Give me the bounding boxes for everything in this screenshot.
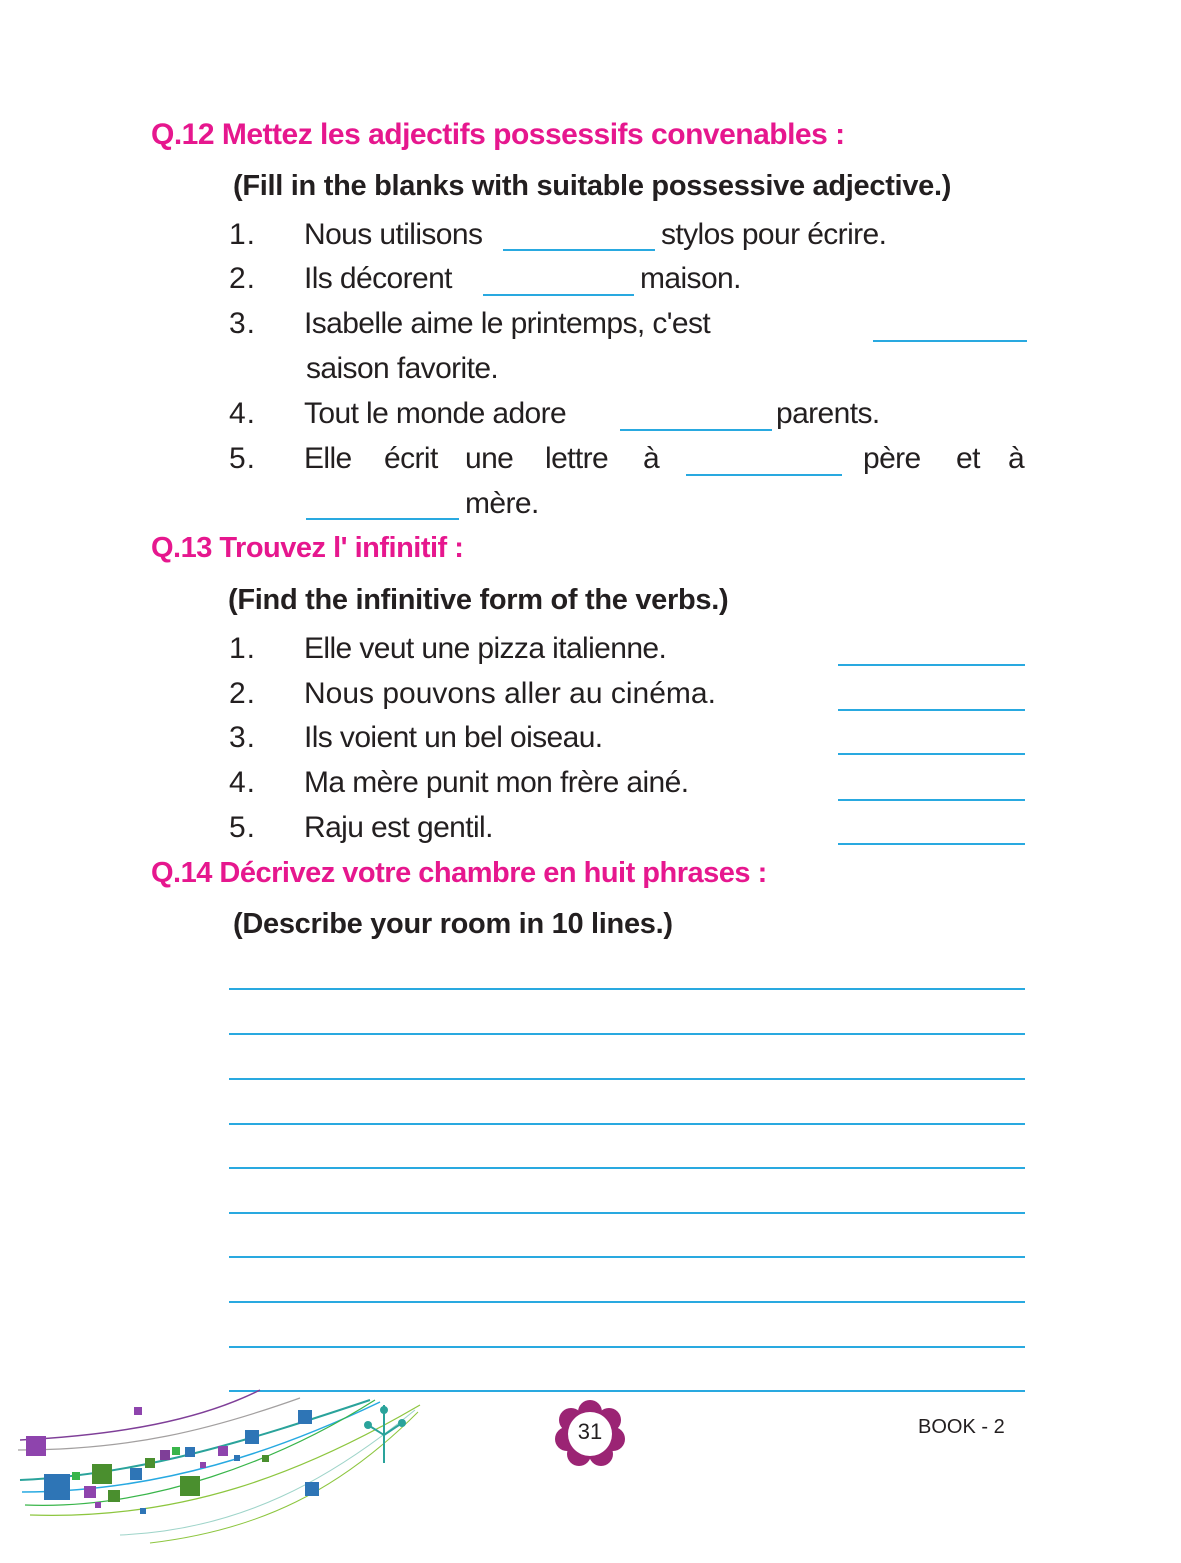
item-text-line1: Isabelle aime le printemps, c'est — [304, 307, 711, 340]
item-text-before: Ils décorent — [304, 262, 452, 295]
answer-blank[interactable] — [306, 518, 459, 520]
item-number: 5. — [229, 442, 257, 475]
q14-title: Q.14 Décrivez votre chambre en huit phrases : — [151, 857, 767, 889]
q13-subtitle: (Find the infinitive form of the verbs.) — [228, 584, 729, 616]
item-text-line2: saison favorite. — [306, 352, 499, 385]
answer-blank[interactable] — [873, 340, 1027, 342]
item-word: écrit — [384, 442, 438, 475]
answer-blank[interactable] — [838, 664, 1025, 666]
page-number-badge — [555, 1400, 625, 1466]
q12-subtitle: (Fill in the blanks with suitable possessive adjective.) — [233, 170, 952, 202]
answer-blank[interactable] — [686, 474, 842, 476]
item-text: Elle veut une pizza italienne. — [304, 632, 667, 665]
writing-line[interactable] — [229, 1123, 1025, 1125]
q13-title: Q.13 Trouvez l' infinitif : — [151, 532, 464, 564]
item-number: 2. — [229, 262, 257, 295]
writing-line[interactable] — [229, 1346, 1025, 1348]
item-word: lettre — [545, 442, 609, 475]
item-number: 2. — [229, 677, 257, 710]
item-number: 4. — [229, 766, 257, 799]
book-label: BOOK - 2 — [918, 1416, 1005, 1438]
page-number: 31 — [577, 1419, 603, 1444]
answer-blank[interactable] — [838, 843, 1025, 845]
item-word: à — [1008, 442, 1025, 475]
item-text: Ma mère punit mon frère ainé. — [304, 766, 689, 799]
item-word: Elle — [304, 442, 352, 475]
item-text-after: stylos pour écrire. — [661, 218, 887, 251]
item-number: 1. — [229, 218, 257, 251]
item-word: père — [863, 442, 921, 475]
item-word: à — [643, 442, 660, 475]
writing-line[interactable] — [229, 1167, 1025, 1169]
item-text-after: maison. — [640, 262, 741, 295]
answer-blank[interactable] — [483, 294, 634, 296]
answer-blank[interactable] — [838, 709, 1025, 711]
item-word: une — [465, 442, 514, 475]
item-word: et — [956, 442, 980, 475]
writing-line[interactable] — [229, 1033, 1025, 1035]
writing-line[interactable] — [229, 1212, 1025, 1214]
answer-blank[interactable] — [838, 753, 1025, 755]
writing-line[interactable] — [229, 988, 1025, 990]
item-number: 1. — [229, 632, 257, 665]
answer-blank[interactable] — [620, 429, 772, 431]
item-text: Raju est gentil. — [304, 811, 493, 844]
answer-blank[interactable] — [838, 799, 1025, 801]
item-number: 4. — [229, 397, 257, 430]
writing-line[interactable] — [229, 1301, 1025, 1303]
item-text: Nous pouvons aller au cinéma. — [304, 677, 716, 710]
item-number: 3. — [229, 307, 257, 340]
writing-line[interactable] — [229, 1256, 1025, 1258]
answer-blank[interactable] — [503, 249, 655, 251]
q12-title: Q.12 Mettez les adjectifs possessifs convenables : — [151, 118, 845, 151]
writing-line[interactable] — [229, 1078, 1025, 1080]
item-text-after: parents. — [776, 397, 880, 430]
item-text-before: Nous utilisons — [304, 218, 483, 251]
decorative-swoosh-graphic — [0, 1380, 430, 1563]
q14-subtitle: (Describe your room in 10 lines.) — [233, 908, 673, 940]
item-text: Ils voient un bel oiseau. — [304, 721, 603, 754]
item-text-line2: mère. — [465, 487, 539, 520]
item-number: 3. — [229, 721, 257, 754]
item-text-before: Tout le monde adore — [304, 397, 567, 430]
item-number: 5. — [229, 811, 257, 844]
